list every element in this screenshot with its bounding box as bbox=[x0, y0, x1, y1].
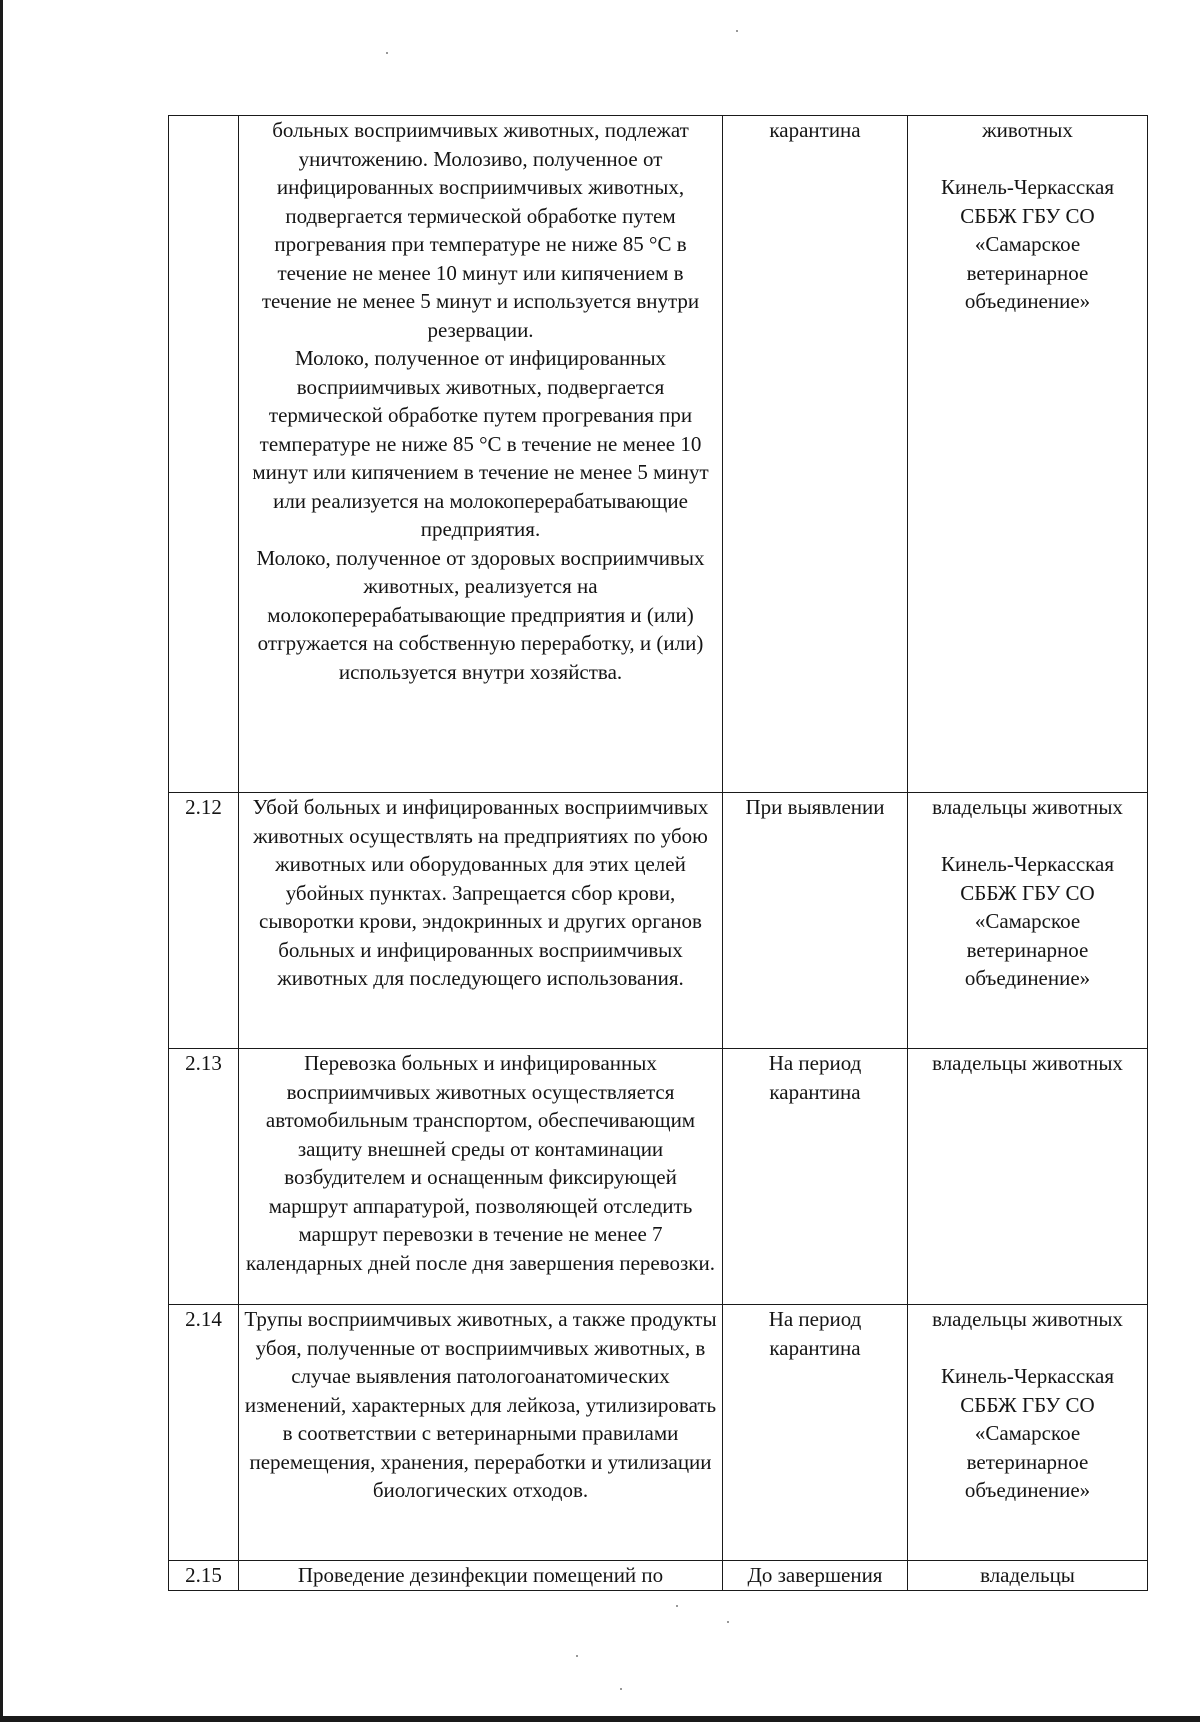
description-paragraph: Трупы восприимчивых животных, а также продукты убоя, полученные от восприимчивых животных, в случае выявления патологоанатомических изменений, характерных для лейкоза, утилизировать в соответствии с ветеринарными правилами перемещения, хранения, переработки и утилизации биологических отходов. bbox=[244, 1307, 717, 1502]
responsible-line: животных bbox=[982, 118, 1073, 142]
scan-speck bbox=[386, 52, 388, 54]
table-row bbox=[169, 1049, 1148, 1305]
description-paragraph: Молоко, полученное от инфицированных восприимчивых животных, подвергается термической обработке путем прогревания при температуре не ниже 85 °С в течение не менее 10 минут или кипячением в течение не менее 5 минут или реализуется на молокоперерабатывающие предприятия. bbox=[252, 346, 709, 541]
row-number-cell: 2.13 bbox=[169, 1049, 239, 1305]
row-number-cell: 2.15 bbox=[169, 1561, 239, 1591]
responsible-line: Кинель-Черкасская СББЖ ГБУ СО «Самарское ветеринарное объединение» bbox=[940, 175, 1115, 313]
term-cell: На период карантина bbox=[723, 1305, 908, 1561]
row-number-cell bbox=[169, 116, 239, 793]
term-cell: До завершения bbox=[723, 1561, 908, 1591]
responsible-spacer bbox=[912, 1334, 1143, 1363]
measure-description-cell bbox=[239, 1305, 723, 1561]
scan-speck bbox=[576, 1655, 578, 1657]
scan-speck bbox=[676, 1605, 678, 1607]
responsible-line: владельцы животных bbox=[932, 1051, 1123, 1075]
scan-edge-bottom bbox=[0, 1716, 1200, 1722]
responsible-cell bbox=[908, 793, 1148, 1049]
responsible-line: владельцы животных bbox=[932, 1307, 1123, 1331]
row-number-cell: 2.14 bbox=[169, 1305, 239, 1561]
responsible-spacer bbox=[912, 145, 1143, 174]
description-paragraph: Убой больных и инфицированных восприимчивых животных осуществлять на предприятиях по убою животных или оборудованных для этих целей убойных пунктах. Запрещается сбор крови, сыворотки крови, эндокринных и других органов больных и инфицированных восприимчивых животных для последующего использования. bbox=[252, 795, 709, 990]
description-paragraph: больных восприимчивых животных, подлежат уничтожению. Молозиво, полученное от инфицированных восприимчивых животных, подвергается термической обработке путем прогревания при температуре не ниже 85 °С в течение не менее 10 минут или кипячением в течение не менее 5 минут и используется внутри резервации. bbox=[261, 118, 700, 342]
scan-edge-left bbox=[0, 0, 3, 1722]
table-row bbox=[169, 1305, 1148, 1561]
responsible-cell bbox=[908, 1305, 1148, 1561]
description-paragraph: Перевозка больных и инфицированных восприимчивых животных осуществляется автомобильным транспортом, обеспечивающим защиту внешней среды от контаминации возбудителем и оснащенным фиксирующей маршрут аппаратурой, позволяющей отследить маршрут перевозки в течение не менее 7 календарных дней после дня завершения перевозки. bbox=[246, 1051, 715, 1275]
row-number-cell: 2.12 bbox=[169, 793, 239, 1049]
term-cell: На период карантина bbox=[723, 1049, 908, 1305]
table-row bbox=[169, 116, 1148, 793]
scan-speck bbox=[736, 30, 738, 32]
responsible-spacer bbox=[912, 822, 1143, 851]
document-page bbox=[168, 115, 1147, 1590]
scan-speck bbox=[620, 1688, 622, 1690]
responsible-line: владельцы животных bbox=[932, 795, 1123, 819]
scan-speck bbox=[727, 1621, 729, 1623]
measure-description-cell bbox=[239, 793, 723, 1049]
description-paragraph: Молоко, полученное от здоровых восприимчивых животных, реализуется на молокоперерабатывающие предприятия и (или) отгружается на собственную переработку, и (или) используется внутри хозяйства. bbox=[256, 545, 705, 684]
responsible-line: Кинель-Черкасская СББЖ ГБУ СО «Самарское ветеринарное объединение» bbox=[940, 852, 1115, 990]
term-cell: При выявлении bbox=[723, 793, 908, 1049]
measure-description-cell bbox=[239, 116, 723, 793]
measure-description-cell bbox=[239, 1049, 723, 1305]
table-row bbox=[169, 793, 1148, 1049]
responsible-line: владельцы bbox=[980, 1563, 1075, 1587]
term-cell: карантина bbox=[723, 116, 908, 793]
table-row bbox=[169, 1561, 1148, 1591]
responsible-cell bbox=[908, 1049, 1148, 1305]
responsible-cell bbox=[908, 1561, 1148, 1591]
measures-table bbox=[168, 115, 1148, 1591]
measure-description-cell bbox=[239, 1561, 723, 1591]
responsible-cell bbox=[908, 116, 1148, 793]
responsible-line: Кинель-Черкасская СББЖ ГБУ СО «Самарское ветеринарное объединение» bbox=[940, 1364, 1115, 1502]
description-paragraph: Проведение дезинфекции помещений по bbox=[297, 1563, 664, 1587]
